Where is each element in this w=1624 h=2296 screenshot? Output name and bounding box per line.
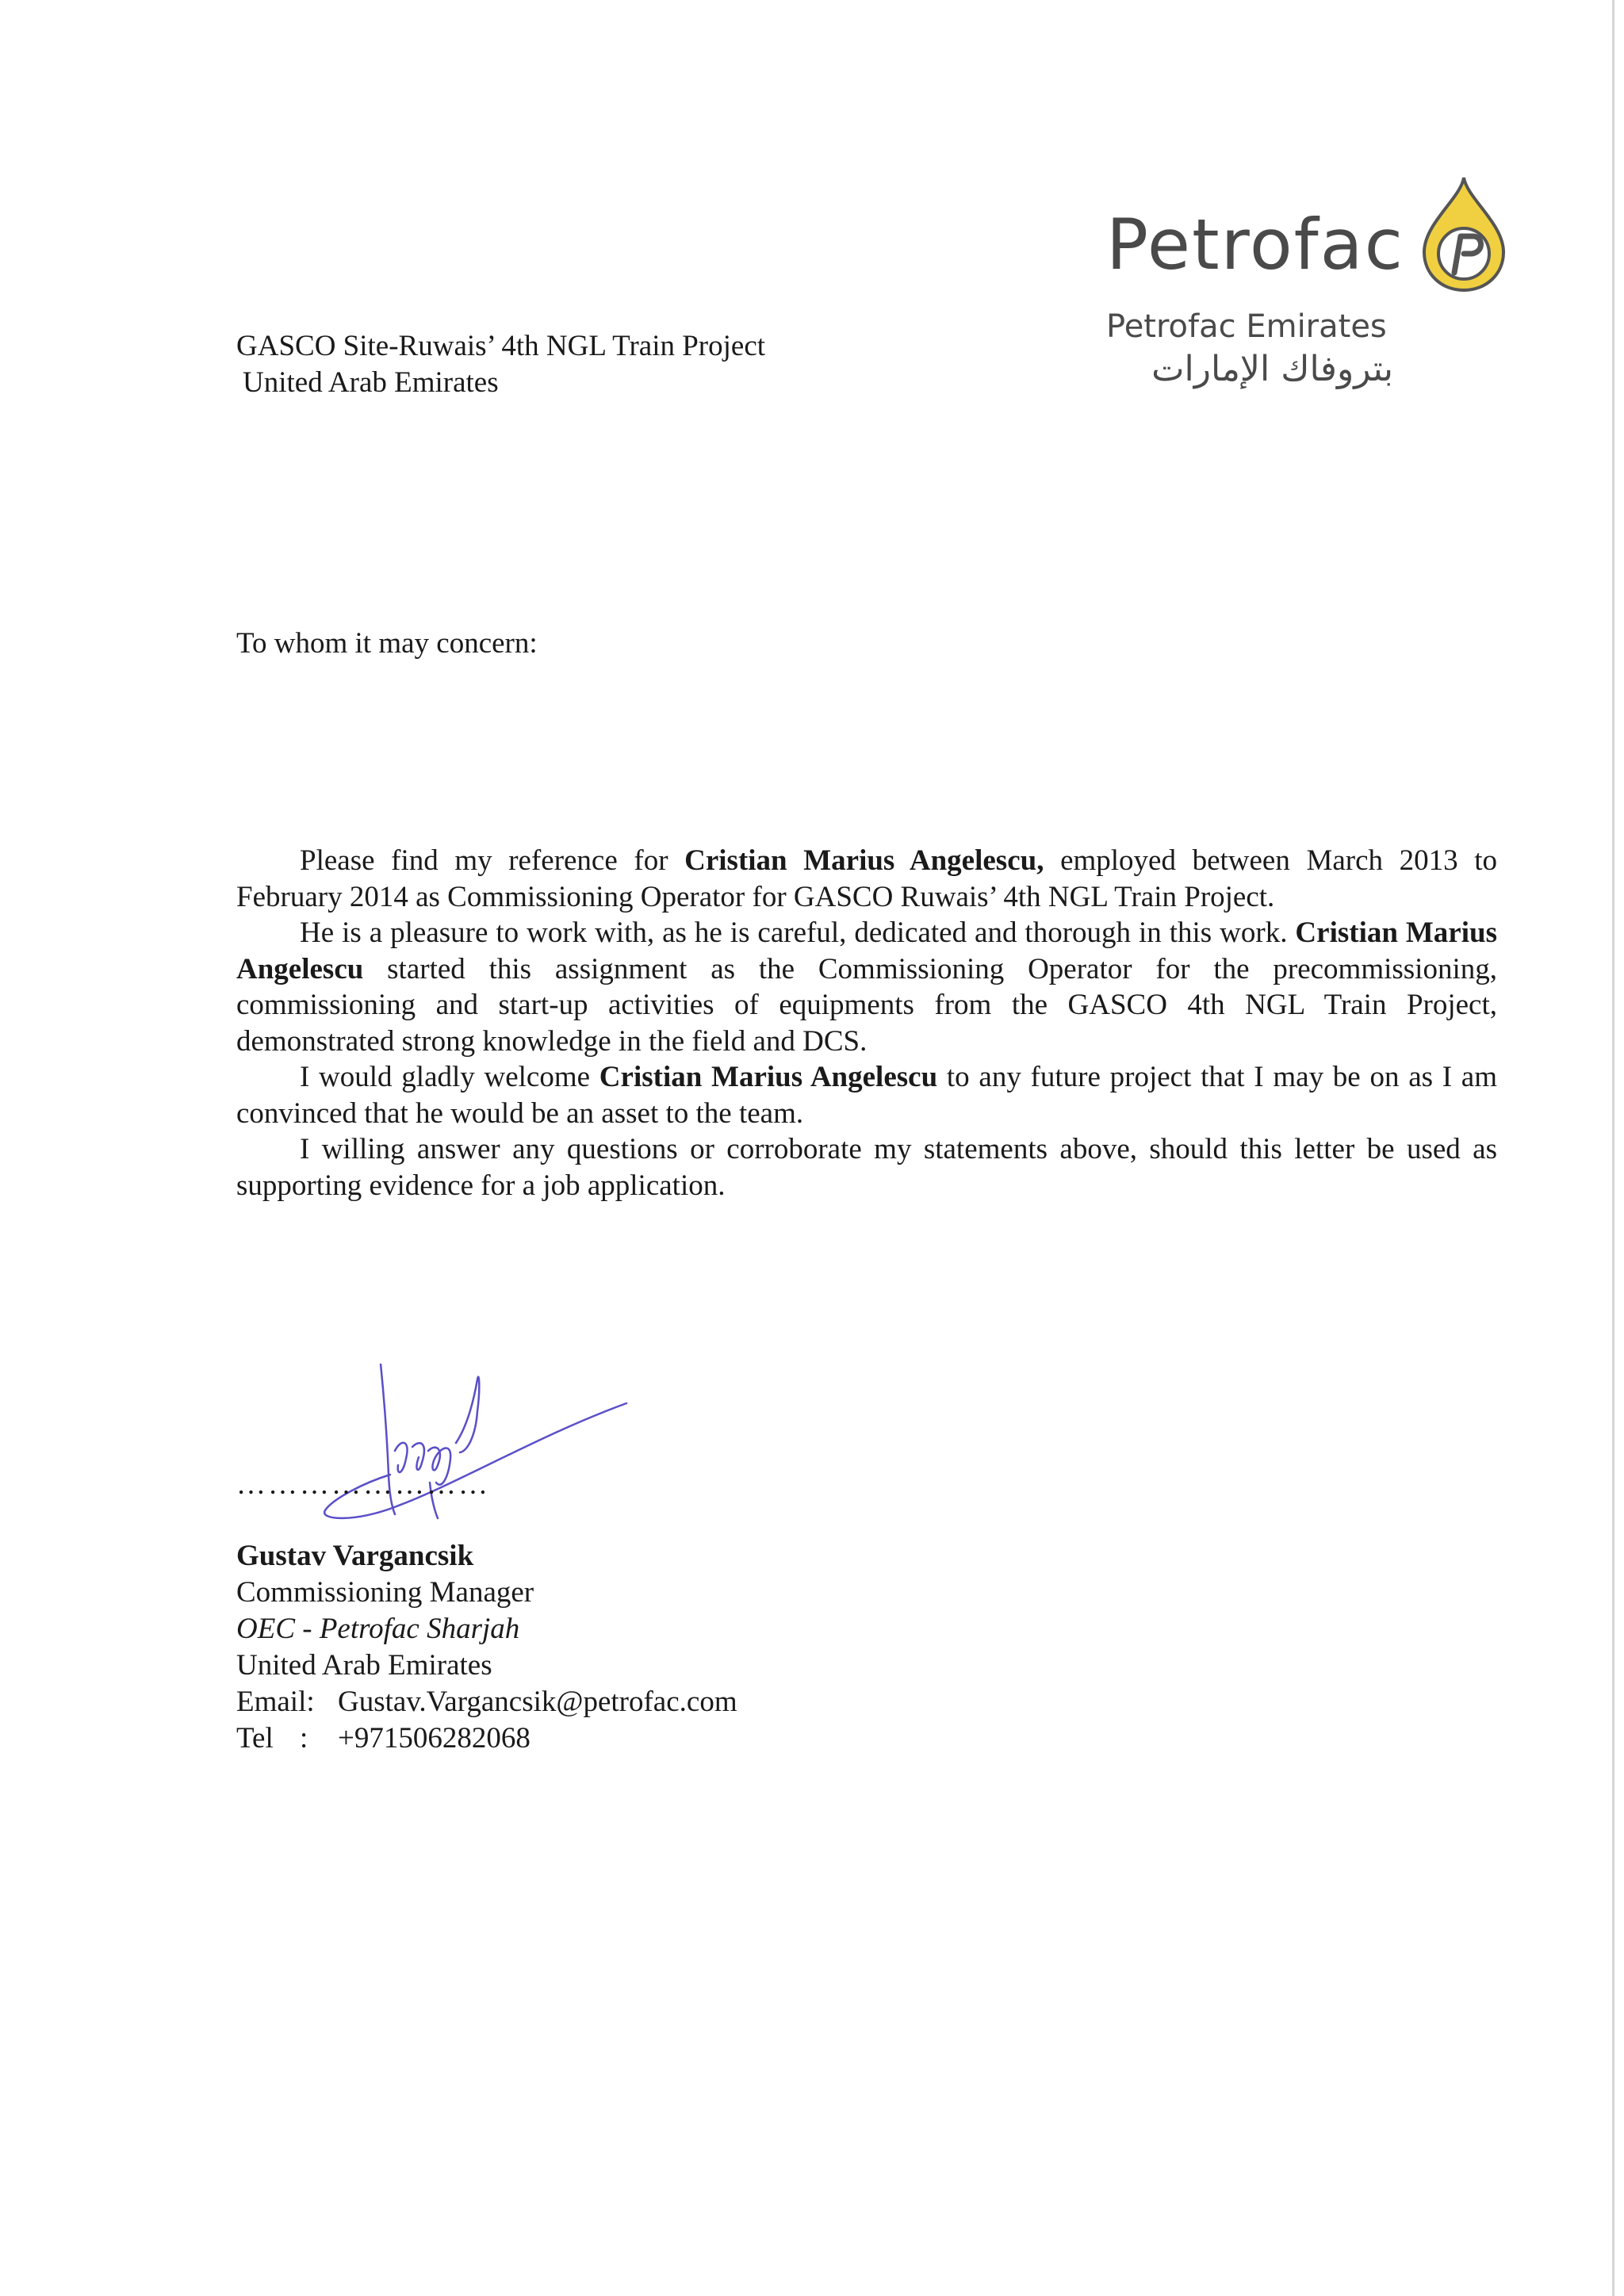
p3-text-start: I would gladly welcome: [300, 1061, 599, 1093]
email-row: [236, 1684, 737, 1720]
employee-name: Cristian Marius Angelescu: [236, 916, 1497, 985]
page-edge: [1612, 0, 1614, 2296]
tel-number: +971506282068: [338, 1722, 530, 1755]
address-line-1: GASCO Site-Ruwais’ 4th NGL Train Project: [236, 330, 766, 362]
tel-label: Tel: [236, 1722, 274, 1755]
company-logo: [1094, 174, 1507, 404]
signatory-block: [236, 1538, 737, 1757]
employee-name: Cristian Marius Angelescu: [599, 1061, 938, 1093]
p1-text-end: employed between March 2013 to February 2014 as Commissioning Operator for GASCO Ruwais’ 4th NGL Train Project.: [236, 844, 1497, 913]
body-paragraph-4: I willing answer any questions or corroborate my statements above, should this letter be used as supporting evidence for a job application.: [236, 1133, 1497, 1202]
email-label: Email:: [236, 1686, 315, 1718]
email-address: Gustav.Vargancsik@petrofac.com: [338, 1686, 737, 1718]
logo-brand-text: Petrofac: [1106, 204, 1404, 285]
project-address: [236, 328, 765, 401]
body-paragraph-3: [236, 1059, 1497, 1131]
p3-text-end: to any future project that I may be on as I am convinced that he would be an asset to the team.: [236, 1061, 1498, 1130]
signatory-company: OEC - Petrofac Sharjah: [236, 1613, 520, 1645]
employee-name: Cristian Marius Angelescu,: [684, 844, 1044, 877]
p2-text-end: started this assignment as the Commissioning Operator for the precommissioning, commissioning and start-up activities of equipments from the GASCO 4th NGL Train Project, demonstrated strong knowledge in the field and DCS.: [236, 952, 1497, 1058]
petrofac-drop-logo-icon: [1421, 174, 1507, 293]
tel-separator: :: [300, 1722, 308, 1755]
letter-body: [236, 843, 1497, 1203]
signatory-country: United Arab Emirates: [236, 1649, 492, 1682]
signature-dotted-line: ……………………: [236, 1468, 490, 1501]
p1-text-start: Please find my reference for: [300, 844, 685, 877]
p2-text-start: He is a pleasure to work with, as he is careful, dedicated and thorough in this work.: [300, 916, 1296, 949]
signatory-name: Gustav Vargancsik: [236, 1540, 474, 1572]
logo-subtitle-arabic: بتروفاك الإمارات: [1151, 349, 1393, 389]
logo-subtitle: Petrofac Emirates: [1106, 308, 1387, 345]
body-paragraph-2: [236, 915, 1497, 1059]
body-paragraph-1: [236, 843, 1497, 915]
tel-row: [236, 1720, 737, 1757]
address-line-2: United Arab Emirates: [243, 366, 499, 399]
signatory-title: Commissioning Manager: [236, 1576, 534, 1609]
salutation: To whom it may concern:: [236, 627, 538, 660]
